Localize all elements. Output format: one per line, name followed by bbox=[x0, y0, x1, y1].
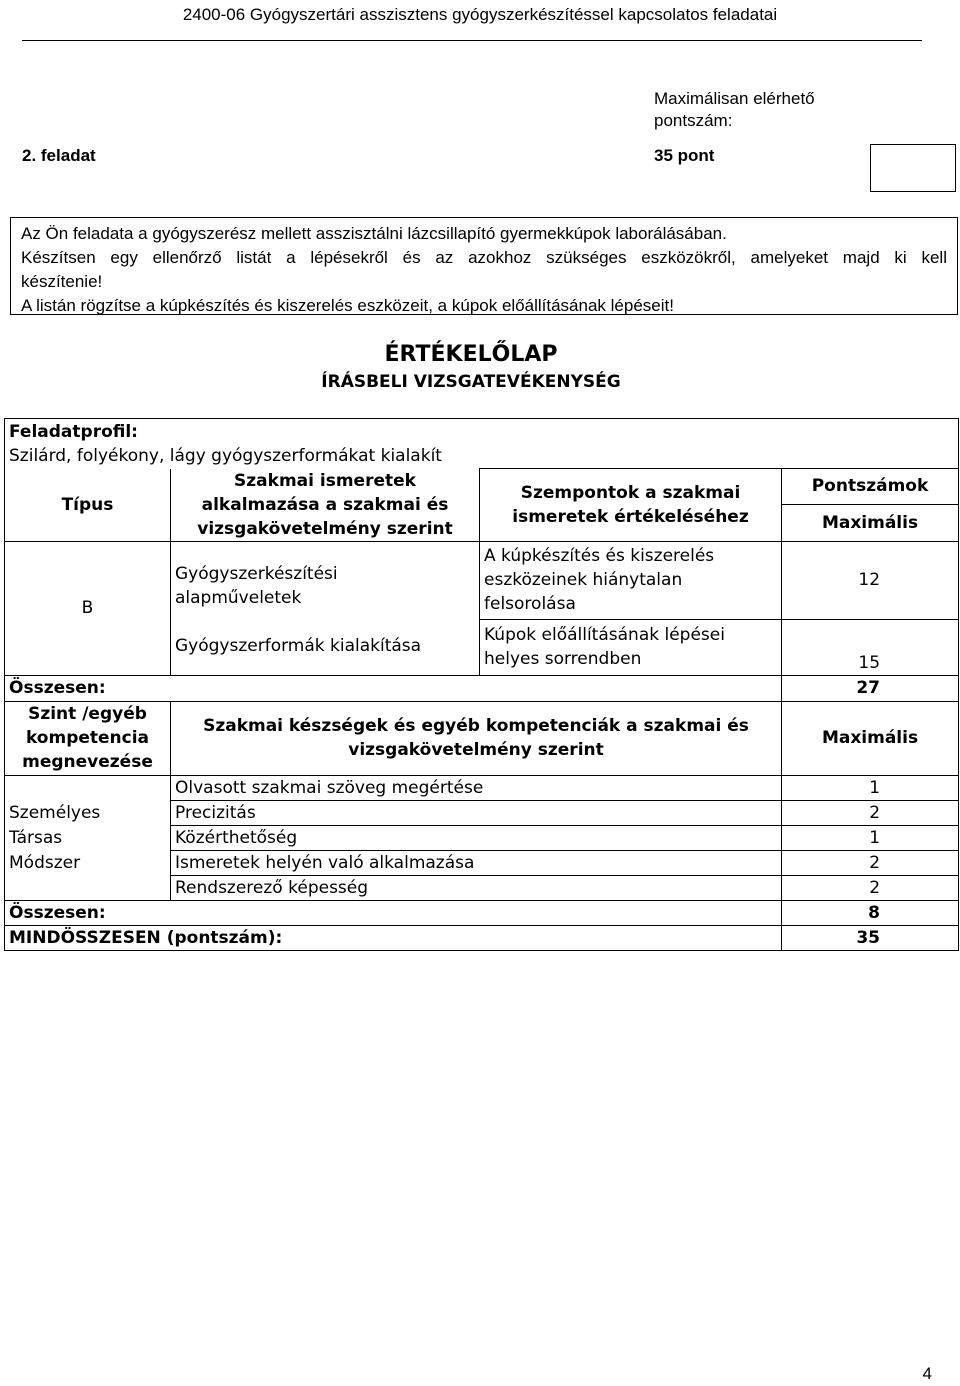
skill-name: Olvasott szakmai szöveg megértése bbox=[171, 775, 782, 800]
task-points: 35 pont bbox=[654, 146, 715, 165]
header-rule bbox=[22, 40, 922, 41]
profile-label: Feladatprofil: bbox=[9, 422, 138, 442]
total-value: 27 bbox=[782, 675, 959, 701]
skill-name: Precizitás bbox=[171, 800, 782, 825]
task-line: Az Ön feladata a gyógyszerész mellett asszisztálni lázcsillapító gyermekkúpok laborálásában. bbox=[21, 224, 727, 243]
skill-name: Ismeretek helyén való alkalmazása bbox=[171, 850, 782, 875]
task-number: 2. feladat bbox=[22, 146, 96, 165]
task-line: készítenie! bbox=[21, 272, 103, 291]
knowledge-cell: Gyógyszerkészítési alapműveletek Gyógyszerformák kialakítása bbox=[171, 541, 480, 675]
level-header: Szint /egyéb kompetencia megnevezése bbox=[5, 701, 171, 775]
score-box[interactable] bbox=[870, 144, 956, 192]
skill-row bbox=[5, 800, 959, 825]
evaluation-table bbox=[4, 418, 959, 951]
skill-name: Közérthetőség bbox=[171, 825, 782, 850]
skill-level: Társas bbox=[5, 825, 171, 850]
evaluation-title: ÉRTÉKELŐLAP bbox=[384, 342, 558, 367]
skills-header: Szakmai készségek és egyéb kompetenciák a szakmai és vizsgakövetelmény szerint bbox=[171, 701, 782, 775]
skills-max-header: Maximális bbox=[782, 701, 959, 775]
task-description bbox=[10, 217, 958, 315]
criteria-1: A kúpkészítés és kiszerelés eszközeinek hiánytalan felsorolása bbox=[480, 541, 782, 619]
skill-level: Módszer bbox=[5, 850, 171, 875]
running-header: 2400-06 Gyógyszertári asszisztens gyógyszerkészítéssel kapcsolatos feladatai bbox=[182, 5, 778, 24]
skill-level: Személyes bbox=[5, 800, 171, 825]
col-header-criteria: Szempontok a szakmai ismeretek értékeléséhez bbox=[480, 469, 782, 542]
skills-total-label: Összesen: bbox=[5, 900, 782, 925]
task-line: Készítsen egy ellenőrző listát a lépésekről és az azokhoz szükséges eszközökről, amelyeket majd ki kell bbox=[21, 248, 947, 267]
skill-points: 2 bbox=[782, 800, 959, 825]
skill-points: 2 bbox=[782, 850, 959, 875]
criteria-1-points: 12 bbox=[782, 541, 959, 619]
skill-points: 1 bbox=[782, 775, 959, 800]
skill-points: 1 bbox=[782, 825, 959, 850]
skill-row bbox=[5, 850, 959, 875]
criteria-2: Kúpok előállításának lépései helyes sorrendben bbox=[480, 619, 782, 675]
profile-value: Szilárd, folyékony, lágy gyógyszerformákat kialakít bbox=[9, 446, 442, 466]
evaluation-subtitle: ÍRÁSBELI VIZSGATEVÉKENYSÉG bbox=[321, 372, 621, 392]
skill-level bbox=[5, 875, 171, 900]
skills-total-value: 8 bbox=[782, 900, 959, 925]
task-line: A listán rögzítse a kúpkészítés és kiszerelés eszközeit, a kúpok előállításának lépéseit! bbox=[21, 296, 674, 315]
skill-row bbox=[5, 775, 959, 800]
total-label: Összesen: bbox=[5, 675, 782, 701]
grand-total-value: 35 bbox=[782, 925, 959, 950]
col-header-knowledge: Szakmai ismeretek alkalmazása a szakmai és vizsgakövetelmény szerint bbox=[171, 469, 480, 542]
profile-cell bbox=[5, 419, 959, 469]
skill-name: Rendszerező képesség bbox=[171, 875, 782, 900]
skill-points: 2 bbox=[782, 875, 959, 900]
criteria-2-points: 15 bbox=[782, 619, 959, 675]
type-value: B bbox=[5, 541, 171, 675]
max-points-label: Maximálisan elérhető pontszám: bbox=[654, 89, 815, 130]
skill-row bbox=[5, 875, 959, 900]
page-number: 4 bbox=[922, 1364, 932, 1383]
skill-row bbox=[5, 825, 959, 850]
col-header-points: Pontszámok Maximális bbox=[782, 469, 959, 542]
col-header-type: Típus bbox=[5, 469, 171, 542]
skill-level bbox=[5, 775, 171, 800]
grand-total-label: MINDÖSSZESEN (pontszám): bbox=[5, 925, 782, 950]
